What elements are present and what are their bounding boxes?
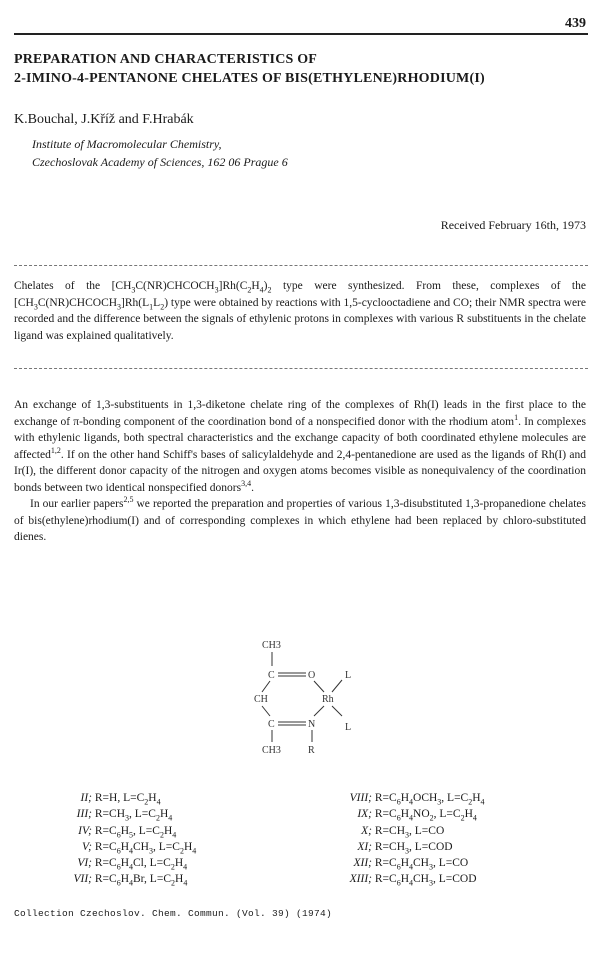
body-text — [14, 397, 586, 546]
page-number: 439 — [565, 16, 586, 31]
label-c-top: C — [268, 670, 275, 681]
article-title — [14, 50, 586, 88]
compound-number: XII; — [353, 857, 372, 870]
abstract-bottom-rule — [14, 368, 588, 369]
compound-row — [48, 839, 196, 855]
compound-definition: $R=C_6H_4CH_3$, L=CO — [374, 857, 469, 872]
compound-definition: $R=C_6H_4OCH_3$, $L=C_2H_4$ — [374, 792, 485, 807]
compound-number: VI; — [77, 857, 92, 870]
compound-number: VII; — [73, 873, 92, 886]
label-rh: Rh — [322, 694, 334, 705]
compound-definition: $R=C_6H_4NO_2$, $L=C_2H_4$ — [374, 808, 477, 823]
bond-c-ch — [262, 681, 270, 692]
compound-row — [48, 855, 196, 871]
arrow-l-rh-bottom — [332, 706, 342, 716]
label-ch3-bottom: CH3 — [262, 745, 281, 756]
affiliation-line-2: Czechoslovak Academy of Sciences, 162 06 Prague 6 — [32, 155, 288, 169]
compound-row — [328, 806, 485, 822]
compound-definition: $R=C_6H_4CH_3$, L=COD — [374, 873, 477, 888]
bond-ch-c — [262, 706, 270, 716]
compound-row — [328, 855, 485, 871]
paragraph-1: An exchange of 1,3-substituents in 1,3-diketone chelate ring of the complexes of Rh(I) leads in the first place to the exchange of π-bonding component of the coordination bond of a nonspecified donor with the rhodium atom$^1$. In complexes with ethylenic ligands, both spectral characteristics and the exchange capacity of both coordinated ethylene molecules are affected$^{1,2}$. If on the other hand Schiff's bases of salicylaldehyde and 2,4-pentanedione are used as the ligands of Rh(I) and Ir(I), the different donor capacity of the nitrogen and oxygen atoms becomes visible as nonequivalency of the coordination bonds between two identical nonspecified donors$^{3,4}$. — [14, 399, 586, 494]
header-rule — [14, 33, 588, 35]
compound-definition: $R=CH_3$, L=COD — [374, 840, 453, 856]
compound-list-right — [328, 790, 485, 888]
compound-definition: R=H, $L=C_2H_4$ — [94, 792, 161, 807]
compound-row — [328, 790, 485, 806]
compound-number: XI; — [357, 840, 372, 853]
compound-definition: $R=C_6H_4Cl$, $L=C_2H_4$ — [94, 857, 188, 872]
compound-row — [48, 823, 196, 839]
compound-number: II; — [80, 792, 92, 804]
label-ch: CH — [254, 694, 268, 705]
journal-footer: Collection Czechoslov. Chem. Commun. (Vol. 39) (1974) — [14, 908, 333, 919]
label-r: R — [308, 745, 315, 756]
arrow-l-rh-top — [332, 680, 342, 692]
label-c-bottom: C — [268, 719, 275, 730]
label-l-top: L — [345, 670, 352, 681]
compound-number: V; — [81, 840, 92, 853]
label-l-bottom: L — [345, 722, 352, 733]
label-ch3-top: CH3 — [262, 640, 281, 651]
compound-row — [48, 871, 196, 887]
label-o: O — [308, 670, 316, 681]
compound-row — [48, 790, 196, 806]
compound-row — [328, 839, 485, 855]
received-date: Received February 16th, 1973 — [440, 218, 586, 232]
affiliation — [32, 135, 288, 171]
compound-number: IV; — [78, 824, 92, 837]
abstract: Chelates of the $[CH_3C(NR)CHCOCH_3]Rh(C_2H_4)_2$ type were synthesized. From these, complexes of the $[CH_3C(NR)CHCOCH_3]Rh(L_1L_2)$ type were obtained by reactions with 1,5-cyclooctadiene and CO; their NMR spectra were recorded and the difference between the signals of ethylenic protons in complexes with various R substituents in the chelate ligand was explained qualitatively. — [14, 280, 586, 342]
compound-definition: $R=C_6H_4CH_3$, $L=C_2H_4$ — [94, 840, 197, 856]
compound-number: XIII; — [349, 873, 372, 886]
compound-definition: $R=C_6H_5$, $L=C_2H_4$ — [94, 824, 177, 839]
paragraph-2: In our earlier papers$^{2,5}$ we reported the preparation and properties of various 1,3-disubstituted 1,3-propanedione chelates of bis(ethylene)rhodium(I) and of corresponding complexes in which ethylene had been replaced by chloro-substituted dienes. — [14, 495, 586, 543]
bond-rh-n — [314, 706, 324, 716]
abstract-top-rule — [14, 265, 588, 266]
compound-row — [48, 806, 196, 822]
compound-definition: $R=CH_3$, $L=C_2H_4$ — [94, 808, 173, 823]
bond-o-rh — [314, 681, 324, 692]
compound-number: X; — [361, 824, 372, 837]
compound-number: III; — [76, 808, 92, 821]
compound-definition: $R=C_6H_4Br$, $L=C_2H_4$ — [94, 873, 188, 888]
title-line-1: PREPARATION AND CHARACTERISTICS OF — [14, 52, 318, 67]
label-n: N — [308, 719, 316, 730]
affiliation-line-1: Institute of Macromolecular Chemistry, — [32, 137, 222, 151]
compound-definition: $R=CH_3$, L=CO — [374, 824, 445, 839]
compound-number: VIII; — [349, 792, 372, 804]
authors: K.Bouchal, J.Kříž and F.Hrabák — [14, 112, 194, 127]
chemical-structure — [214, 636, 374, 786]
compound-list-left — [48, 790, 196, 888]
compound-row — [328, 823, 485, 839]
chelate-structure-diagram — [214, 636, 374, 786]
compound-row — [328, 871, 485, 887]
title-line-2: 2-IMINO-4-PENTANONE CHELATES OF BIS(ETHYLENE)RHODIUM(I) — [14, 71, 485, 86]
compound-number: IX; — [357, 808, 372, 821]
